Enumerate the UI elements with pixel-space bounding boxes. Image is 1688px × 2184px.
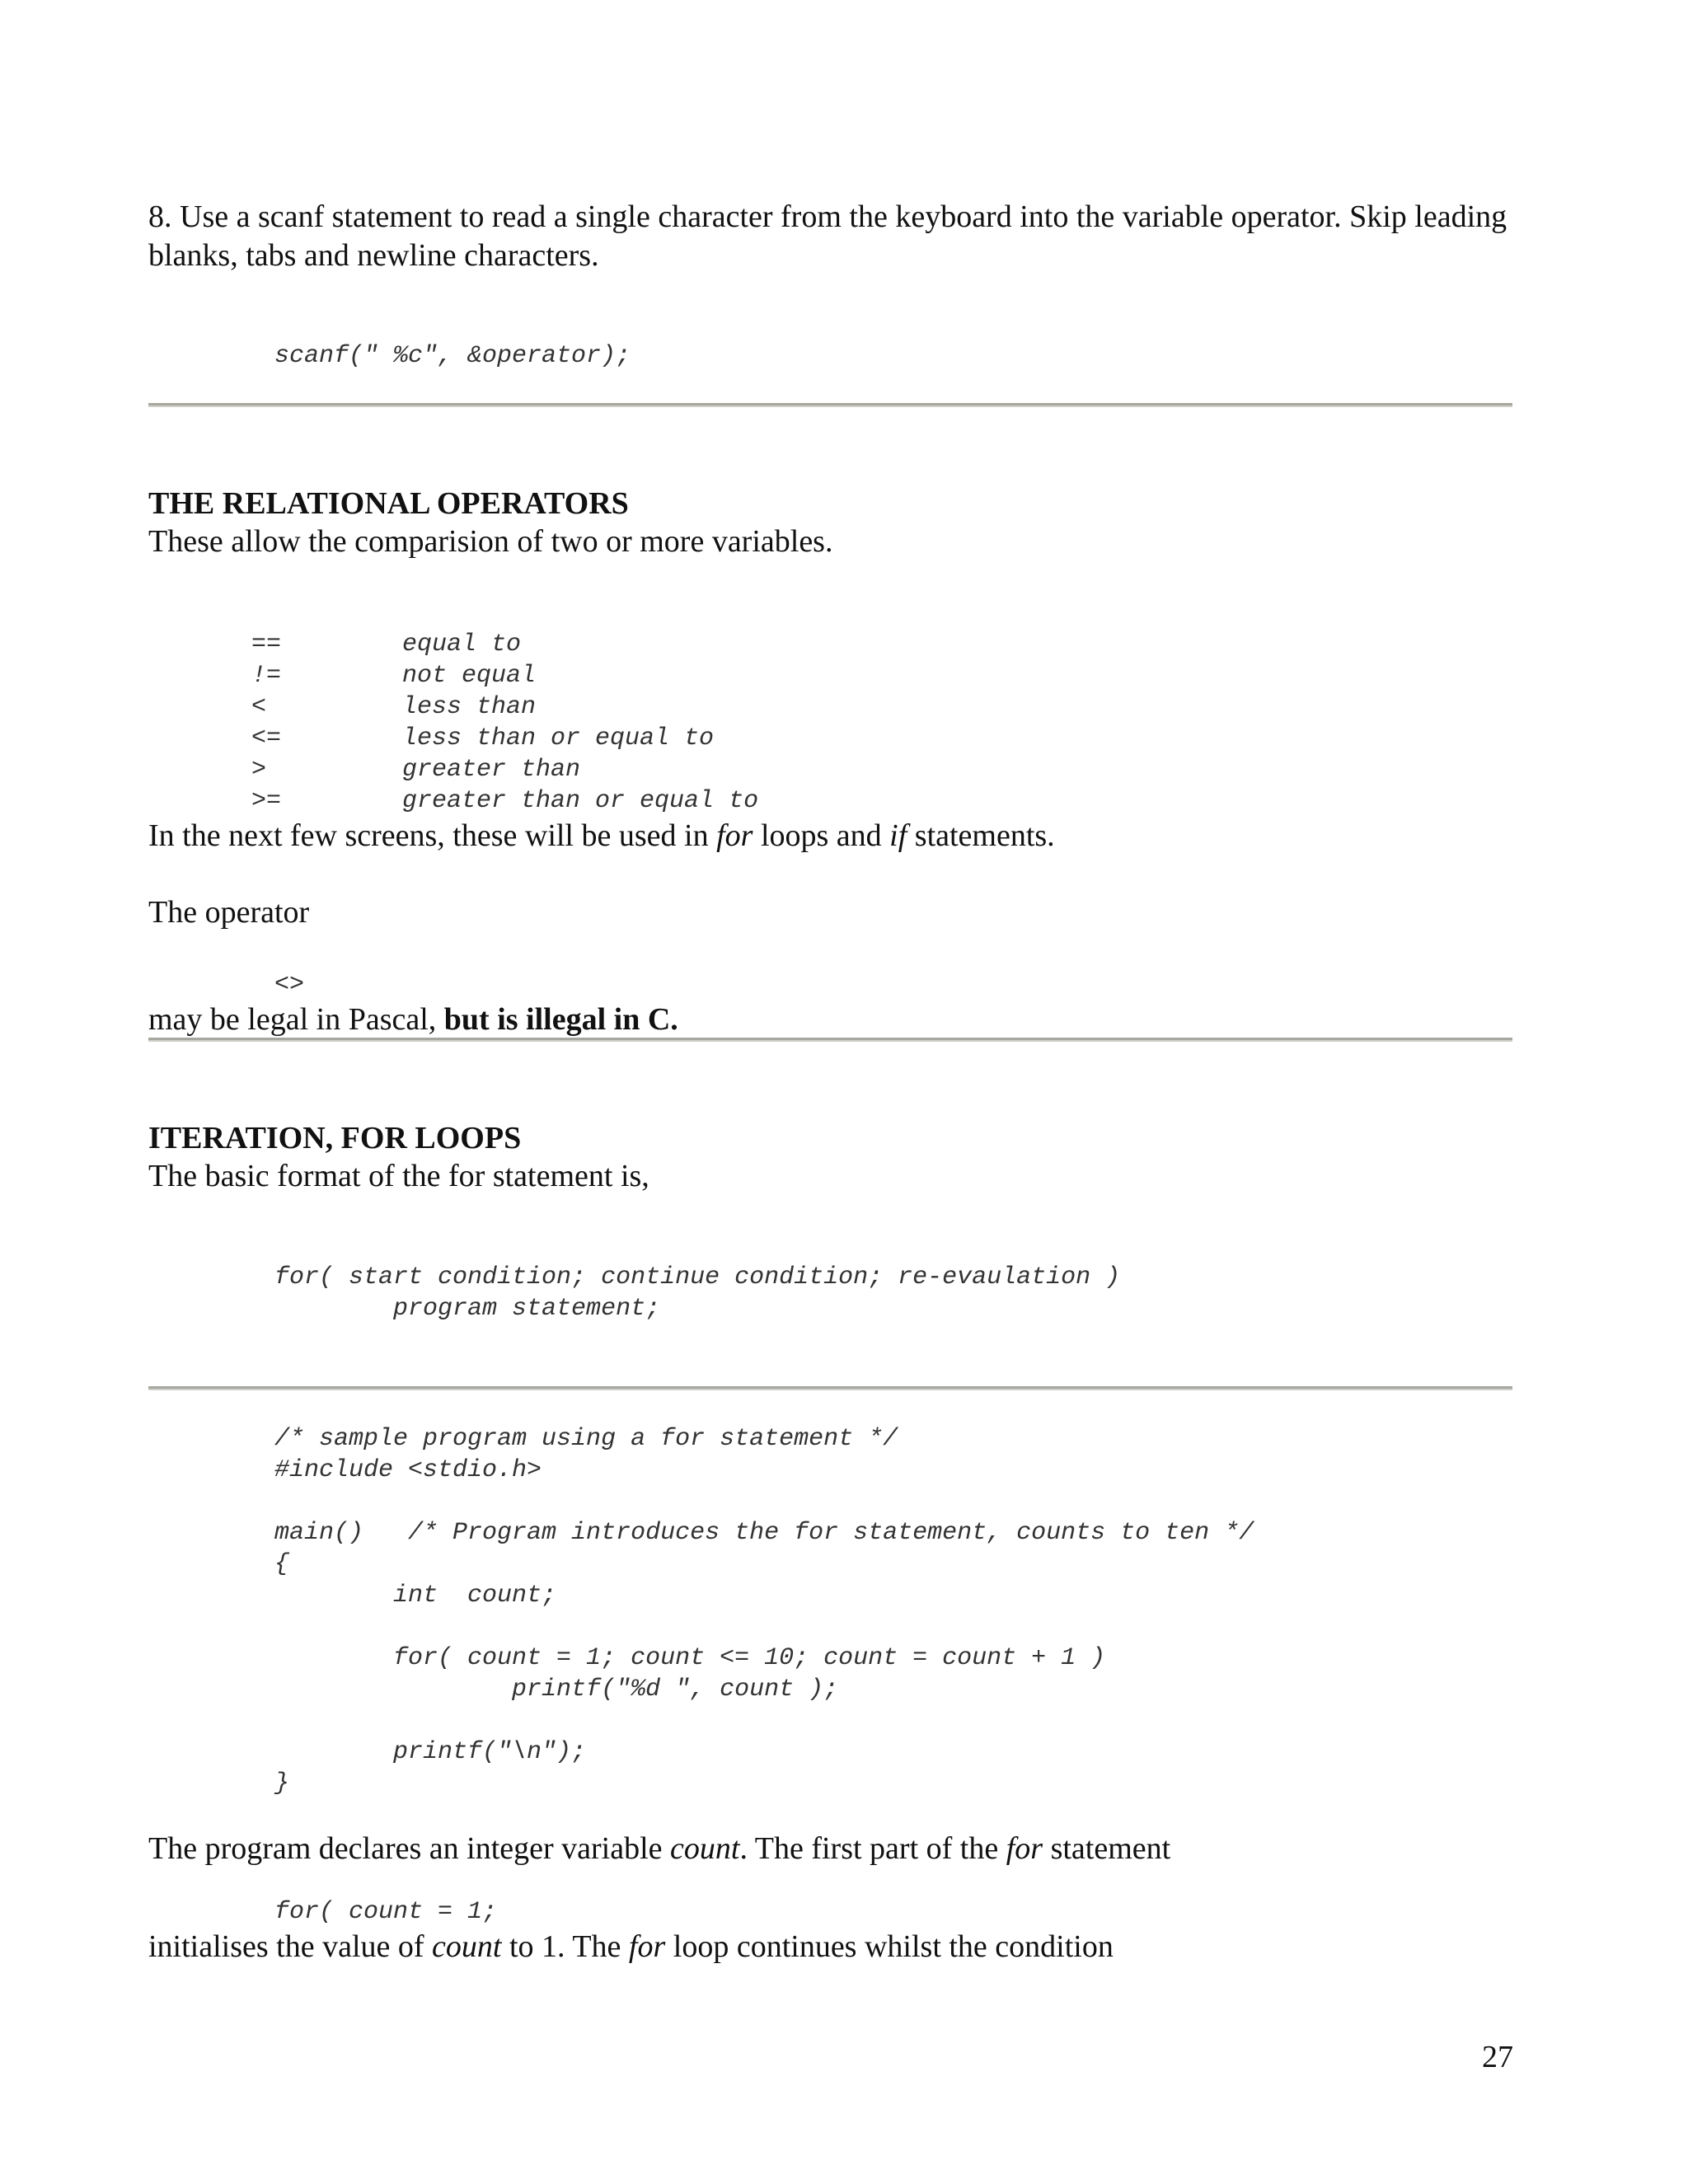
keyword-for: for	[628, 1929, 666, 1964]
divider	[148, 403, 1512, 407]
text-run: In the next few screens, these will be used in	[148, 818, 717, 853]
divider	[148, 1386, 1512, 1390]
operator-symbol: <	[251, 693, 267, 721]
operator-row	[251, 785, 758, 817]
operator-row	[251, 723, 758, 754]
pascal-note	[148, 1001, 1517, 1039]
relational-heading: THE RELATIONAL OPERATORS	[148, 486, 629, 521]
text-run: initialises the value of	[148, 1929, 433, 1964]
operator-meaning: greater than or equal to	[402, 787, 759, 815]
operator-row	[251, 754, 758, 785]
declares-text	[148, 1830, 1517, 1868]
scanf-code: scanf(" %c", &operator);	[274, 342, 631, 370]
page-number: 27	[1482, 2040, 1513, 2074]
init-code: for( count = 1;	[274, 1898, 498, 1926]
operator-symbol: <=	[251, 724, 282, 752]
pascal-operator-code: <>	[274, 971, 305, 999]
text-run: statement	[1043, 1831, 1171, 1866]
sample-program-code: /* sample program using a for statement */ #include <stdio.h> main() /* Program introduces the for statement, counts to ten */ { int count; for( count = 1; count <= 10; count = count + 1 ) printf("%d ", count ); printf("\n"); }	[274, 1425, 1254, 1797]
variable-count: count	[432, 1929, 502, 1964]
keyword-if: if	[889, 818, 907, 853]
operator-label: The operator	[148, 895, 310, 930]
operator-row	[251, 691, 758, 723]
operator-symbol: >	[251, 756, 267, 784]
initialises-text	[148, 1928, 1517, 1966]
operator-meaning: not equal	[402, 662, 537, 690]
text-run: to 1. The	[501, 1929, 629, 1964]
iteration-intro: The basic format of the for statement is,	[148, 1159, 649, 1193]
operators-table	[251, 629, 758, 817]
text-run: . The first part of the	[739, 1831, 1006, 1866]
operator-symbol: !=	[251, 662, 282, 690]
text-run: may be legal in Pascal,	[148, 1002, 444, 1037]
operator-meaning: less than or equal to	[402, 724, 715, 752]
section-8-text: 8. Use a scanf statement to read a single character from the keyboard into the variable operator. Skip leading blanks, tabs and newline characters.	[148, 199, 1507, 273]
operator-meaning: less than	[402, 693, 537, 721]
operator-row	[251, 660, 758, 691]
text-run: The program declares an integer variable	[148, 1831, 671, 1866]
operator-row	[251, 629, 758, 660]
iteration-heading: ITERATION, FOR LOOPS	[148, 1121, 522, 1155]
keyword-for: for	[716, 818, 753, 853]
relational-intro: These allow the comparision of two or more variables.	[148, 524, 833, 559]
variable-count: count	[670, 1831, 740, 1866]
operator-symbol: >=	[251, 787, 282, 815]
next-screens-text	[148, 817, 1517, 855]
divider	[148, 1038, 1512, 1042]
illegal-note: but is illegal in C.	[443, 1002, 678, 1037]
text-run: loops and	[753, 818, 890, 853]
text-run: loop continues whilst the condition	[665, 1929, 1114, 1964]
keyword-for: for	[1006, 1831, 1043, 1866]
operator-symbol: ==	[251, 630, 282, 658]
operator-meaning: greater than	[402, 756, 581, 784]
operator-meaning: equal to	[402, 630, 522, 658]
for-format-code: for( start condition; continue condition; re-evaulation ) program statement;	[274, 1263, 1121, 1323]
text-run: statements.	[907, 818, 1055, 853]
